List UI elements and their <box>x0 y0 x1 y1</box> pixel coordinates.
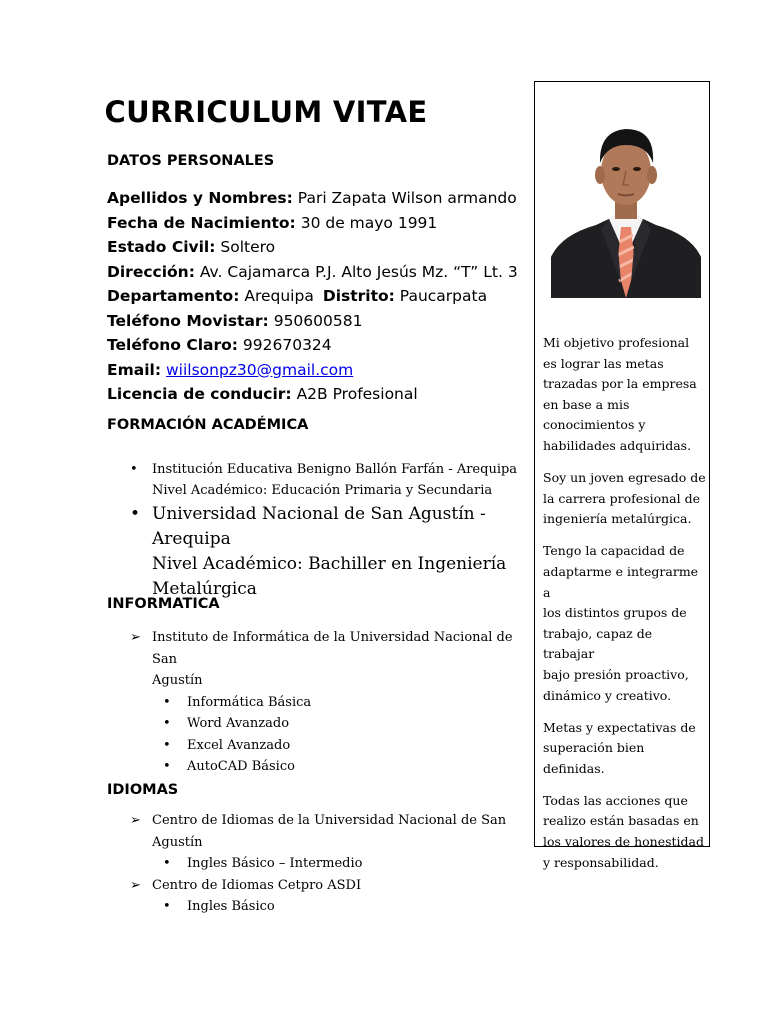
field-label: Fecha de Nacimiento: <box>107 213 296 232</box>
level-label: Ingles Básico – Intermedio <box>187 856 363 871</box>
course-item <box>130 692 520 714</box>
field-license <box>107 382 537 407</box>
field-value: 950600581 <box>273 311 363 330</box>
course-label: Excel Avanzado <box>187 737 291 753</box>
paragraph-line: los valores de honestidad <box>543 834 704 850</box>
bullet-icon: • <box>130 504 141 524</box>
field-label: Licencia de conducir: <box>107 385 292 403</box>
paragraph-line: adaptarme e integrarme a <box>543 563 699 600</box>
paragraph-line: realizo están basadas en <box>543 813 699 829</box>
paragraph-line: bajo presión proactivo, <box>543 666 689 682</box>
field-value: Arequipa <box>244 287 314 305</box>
course-label: Informática Básica <box>187 694 312 710</box>
education-heading: FORMACIÓN ACADÉMICA <box>107 417 309 433</box>
cv-title: CURRICULUM VITAE <box>104 95 428 129</box>
language-level <box>130 853 520 875</box>
education-item-school <box>130 459 530 501</box>
portrait-illustration <box>551 107 701 298</box>
bullet-icon: • <box>163 716 171 731</box>
bullet-icon: • <box>163 856 171 871</box>
capacity-paragraph <box>543 541 707 706</box>
field-address <box>107 260 537 285</box>
field-email <box>107 358 537 383</box>
idiomas-list <box>130 810 520 918</box>
arrow-bullet-icon: ➢ <box>130 630 141 645</box>
personal-data-heading: DATOS PERSONALES <box>107 153 275 169</box>
language-level <box>130 896 520 918</box>
university-level: Nivel Académico: Bachiller en Ingeniería <box>152 554 507 574</box>
course-item <box>130 735 520 757</box>
field-name <box>107 186 537 211</box>
paragraph-line: Metas y expectativas de <box>543 719 696 735</box>
paragraph-line: Soy un joven egresado de <box>543 470 706 486</box>
field-value: A2B Profesional <box>296 385 418 403</box>
course-item <box>130 756 520 778</box>
values-paragraph <box>543 791 707 873</box>
school-level: Nivel Académico: Educación Primaria y Secundaria <box>152 483 493 498</box>
education-item-university <box>130 502 530 602</box>
language-center <box>130 810 520 853</box>
informatica-list <box>130 627 520 778</box>
bullet-icon: • <box>130 462 138 477</box>
graduate-paragraph <box>543 468 707 530</box>
paragraph-line: Tengo la capacidad de <box>543 543 685 559</box>
field-department <box>107 284 537 309</box>
paragraph-line: trazadas por la empresa <box>543 376 697 392</box>
field-civil-status <box>107 235 537 260</box>
center-line: Centro de Idiomas Cetpro ASDI <box>152 877 362 893</box>
university-level-cont: Metalúrgica <box>152 579 257 599</box>
idiomas-heading: IDIOMAS <box>107 782 179 798</box>
bullet-icon: • <box>163 694 171 710</box>
goals-paragraph <box>543 718 707 780</box>
arrow-bullet-icon: ➢ <box>130 813 141 828</box>
center-line: Centro de Idiomas de la Universidad Nacional de San <box>152 813 507 828</box>
institution-line: Instituto de Informática de la Universidad Nacional de San <box>152 630 513 667</box>
field-label: Teléfono Claro: <box>107 336 238 354</box>
university-name: Universidad Nacional de San Agustín -Arequipa <box>152 504 486 549</box>
paragraph-line: habilidades adquiridas. <box>543 437 692 453</box>
objective-paragraph <box>543 333 707 457</box>
paragraph-line: conocimientos y <box>543 417 646 433</box>
paragraph-line: dinámico y creativo. <box>543 687 672 703</box>
informatica-heading: INFORMATICA <box>107 596 220 612</box>
paragraph-line: trabajo, capaz de trabajar <box>543 625 653 662</box>
field-value-district: Paucarpata <box>399 287 488 305</box>
paragraph-line: Mi objetivo profesional <box>543 335 690 350</box>
personal-fields <box>107 186 537 407</box>
field-label: Estado Civil: <box>107 238 216 256</box>
bullet-icon: • <box>163 737 171 753</box>
institution-line: Agustín <box>152 673 203 688</box>
field-label-district: Distrito: <box>322 287 395 305</box>
paragraph-line: en base a mis <box>543 396 630 412</box>
course-label: AutoCAD Básico <box>187 759 295 774</box>
level-label: Ingles Básico <box>187 899 275 914</box>
field-label: Departamento: <box>107 287 240 305</box>
paragraph-line: los distintos grupos de <box>543 605 687 621</box>
arrow-bullet-icon: ➢ <box>130 877 141 893</box>
paragraph-line: Todas las acciones que <box>543 792 688 808</box>
field-value: 30 de mayo 1991 <box>300 213 438 232</box>
field-label: Dirección: <box>107 262 195 281</box>
field-value: Soltero <box>220 238 276 256</box>
field-label: Apellidos y Nombres: <box>107 189 293 207</box>
email-link[interactable]: wiilsonpz30@gmail.com <box>165 360 354 379</box>
school-name: Institución Educativa Benigno Ballón Farfán - Arequipa <box>152 462 518 477</box>
field-value: 992670324 <box>242 336 332 354</box>
paragraph-line: es lograr las metas <box>543 355 664 371</box>
field-value: Pari Zapata Wilson armando <box>297 189 517 207</box>
paragraph-line: superación bien definidas. <box>543 740 645 776</box>
course-label: Word Avanzado <box>187 716 290 731</box>
language-center <box>130 875 520 897</box>
course-item <box>130 713 520 735</box>
sidebar-objective <box>543 333 707 885</box>
field-phone-movistar <box>107 309 537 334</box>
center-line: Agustín <box>152 834 203 850</box>
paragraph-line: y responsabilidad. <box>543 854 659 870</box>
paragraph-line: ingeniería metalúrgica. <box>543 511 692 527</box>
informatica-institution <box>130 627 520 692</box>
field-label: Teléfono Movistar: <box>107 311 269 330</box>
field-phone-claro <box>107 333 537 358</box>
paragraph-line: la carrera profesional de <box>543 490 700 506</box>
bullet-icon: • <box>163 759 171 774</box>
bullet-icon: • <box>163 899 171 914</box>
field-value: Av. Cajamarca P.J. Alto Jesús Mz. “T” Lt. 3 <box>199 262 518 281</box>
field-label: Email: <box>107 360 162 379</box>
profile-photo <box>551 107 701 298</box>
field-birthdate <box>107 211 537 236</box>
